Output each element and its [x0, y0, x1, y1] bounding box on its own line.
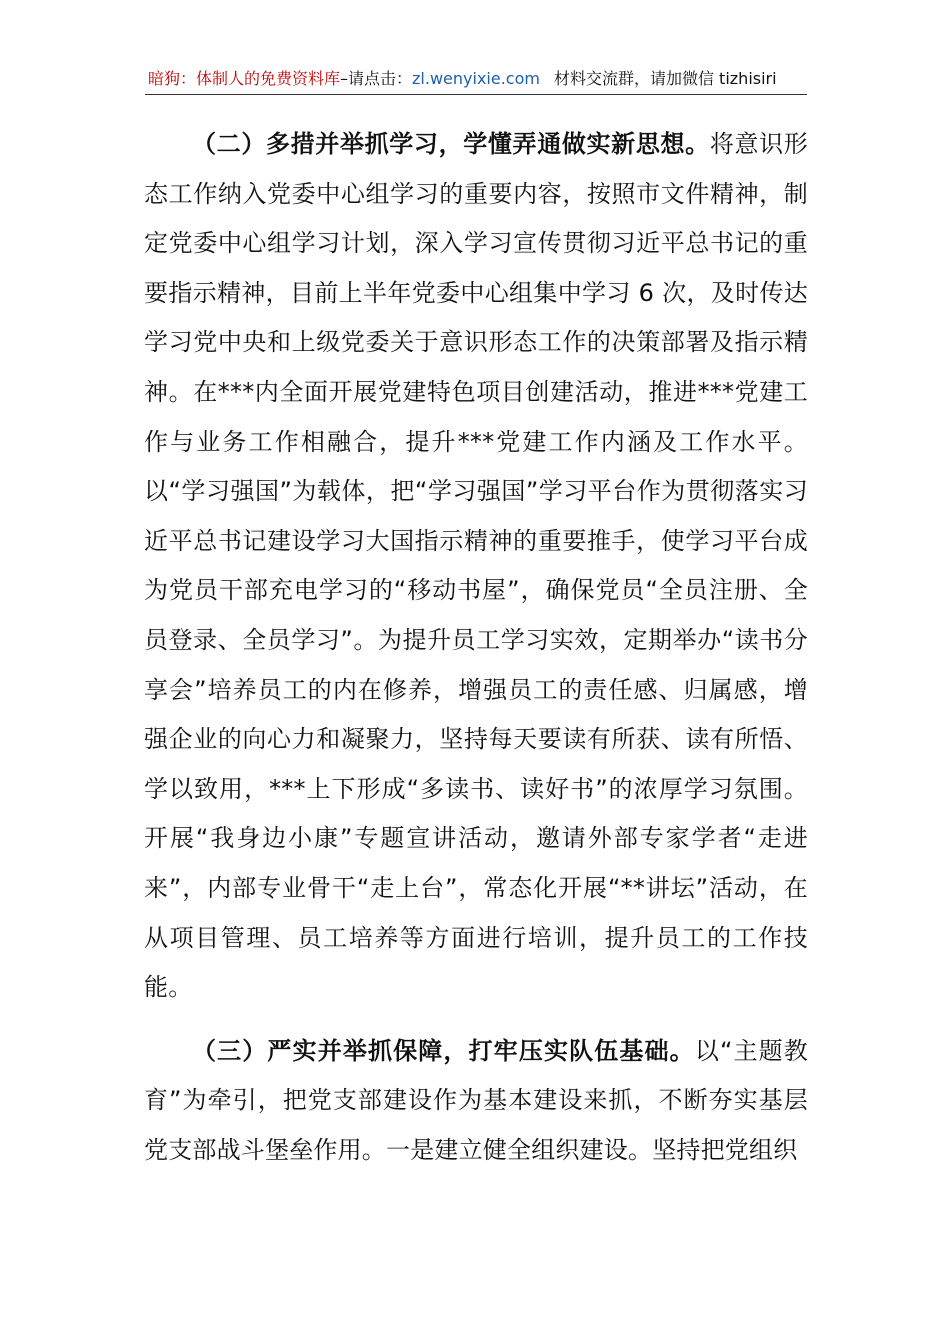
document-body: [144, 120, 808, 1175]
section-3-text: 以“主题教育”为牵引，把党支部建设作为基本建设来抓，不断夯实基层党支部战斗堡垒作用。一是建立健全组织建设。坚持把党组织: [144, 1036, 809, 1164]
paragraph-section-3: [144, 1027, 808, 1176]
paragraph-section-2: [144, 120, 808, 1013]
header-wechat-note: 材料交流群，请加微信 tizhisiri: [553, 69, 777, 88]
section-2-text: 将意识形态工作纳入党委中心组学习的重要内容，按照市文件精神，制定党委中心组学习计划，深入学习宣传贯彻习近平总书记的重要指示精神，目前上半年党委中心组集中学习 6 次，及时传达学习党中央和上级党委关于意识形态工作的决策部署及指示精神。在***内全面开展党建特色项目创建活动，推进***党建工作与业务工作相融合，提升***党建工作内涵及工作水平。以“学习强国”为载体，把“学习强国”学习平台作为贯彻落实习近平总书记建设学习大国指示精神的重要推手，使学习平台成为党员干部充电学习的“移动书屋”，确保党员“全员注册、全员登录、全员学习”。为提升员工学习实效，定期举办“读书分享会”培养员工的内在修养，增强员工的责任感、归属感，增强企业的向心力和凝聚力，坚持每天要读有所获、读有所悟、学以致用，***上下形成“多读书、读好书”的浓厚学习氛围。开展“我身边小康”专题宣讲活动，邀请外部专家学者“走进来”，内部专业骨干“走上台”，常态化开展“**讲坛”活动，在从项目管理、员工培养等方面进行培训，提升员工的工作技能。: [144, 130, 808, 1002]
header-click-prefix: –请点击：: [340, 69, 413, 88]
header-brand: 暗狗：体制人的免费资料库: [148, 69, 341, 88]
page-header: [148, 68, 808, 90]
section-2-heading: （二）多措并举抓学习，学懂弄通做实新思想。: [192, 130, 710, 158]
header-url-link[interactable]: zl.wenyixie.com: [412, 69, 540, 88]
section-3-heading: （三）严实并举抓保障，打牢压实队伍基础。: [192, 1036, 695, 1065]
header-divider: [145, 94, 807, 95]
